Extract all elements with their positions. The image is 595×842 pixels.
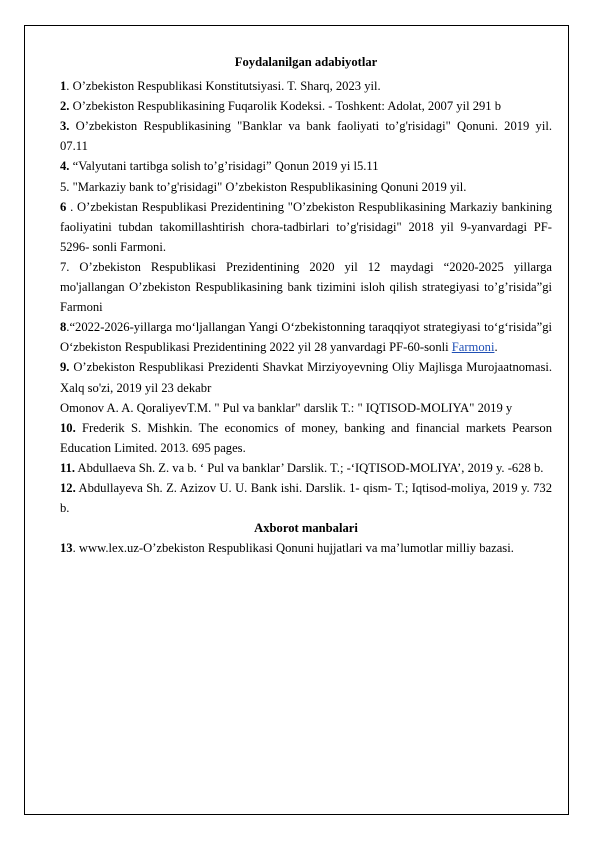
reference-item (60, 478, 552, 518)
reference-item (60, 317, 552, 357)
reference-number: 8 (60, 320, 67, 335)
reference-number: 9. (60, 360, 70, 375)
reference-number: 1 (60, 79, 67, 94)
reference-item (60, 76, 552, 96)
document-body (60, 52, 552, 558)
reference-text: .“2022-2026-yillarga mo‘ljallangan Yangi O‘zbekistonning taraqqiyot strategiyasi to‘g‘risida”gi O‘zbekiston Respublikasi Prezidentining 2022 yil 28 yanvardagi PF-60-sonli (60, 320, 552, 355)
reference-text-end: . (494, 340, 498, 355)
reference-text: . O’zbekistan Respublikasi Prezidentining "O’zbekiston Respublikasining Markaziy bankining faoliyatini tubdan takomillashtirish chora-tadbirlari to’g'risidagi" 2018 yil 9-yanvardagi PF- 5296- sonli Farmoni. (60, 199, 552, 254)
reference-number: 12. (60, 480, 76, 495)
reference-text: Abdullayeva Sh. Z. Azizov U. U. Bank ishi. Darslik. 1- qism- T.; Iqtisod-moliya, 2019 y. 732 b. (60, 480, 552, 516)
source-item (60, 538, 552, 558)
reference-number: 4. (60, 159, 70, 174)
reference-item (60, 357, 552, 397)
reference-text: Omonov A. A. QoraliyevT.M. " Pul va banklar" darslik T.: " IQTISOD-MOLIYA" 2019 y (60, 400, 513, 415)
reference-text: O’zbekiston Respublikasining Fuqarolik Kodeksi. - Toshkent: Adolat, 2007 yil 291 b (69, 99, 502, 114)
reference-text: 7. O’zbekiston Respublikasi Prezidentining 2020 yil 12 maydagi “2020-2025 yillarga mo'jallangan O’zbekiston Respublikasining bank tizimini isloh qilish strategiyasi to’g’risida”gi Farmoni (60, 259, 552, 315)
reference-number: 10. (60, 420, 76, 435)
reference-item (60, 156, 552, 176)
sources-heading: Axborot manbalari (254, 521, 358, 536)
source-number: 13 (60, 541, 73, 556)
reference-text: Frederik S. Mishkin. The economics of money, banking and financial markets Pearson Education Limited. 2013. 695 pages. (60, 420, 552, 455)
reference-text: Abdullaeva Sh. Z. va b. ‘ Pul va banklar’ Darslik. T.; -‘IQTISOD-MOLIYA’, 2019 y. -628 b. (75, 460, 544, 475)
references-heading: Foydalanilgan adabiyotlar (234, 55, 378, 69)
reference-text: O’zbekiston Respublikasining "Banklar va bank faoliyati to’g'risidagi" Qonuni. 2019 yil. 07.11 (60, 119, 552, 154)
farmoni-link[interactable]: Farmoni (451, 340, 495, 355)
reference-item (60, 458, 552, 478)
reference-text: 5. "Markaziy bank to’g'risidagi" O’zbekiston Respublikasining Qonuni 2019 yil. (60, 179, 467, 194)
reference-item (60, 197, 552, 257)
reference-number: 3. (60, 119, 70, 134)
reference-number: 11. (60, 460, 76, 475)
reference-text: . O’zbekiston Respublikasi Konstitutsiyasi. T. Sharq, 2023 yil. (66, 79, 381, 94)
reference-number: 6 (60, 199, 67, 214)
reference-item (60, 177, 552, 197)
reference-item (60, 418, 552, 458)
reference-item (60, 116, 552, 156)
reference-text: O’zbekiston Respublikasi Prezidenti Shavkat Mirziyoyevning Oliy Majlisga Murojaatnomasi. Xalq so'zi, 2019 yil 23 dekabr (60, 360, 552, 395)
reference-item (60, 257, 552, 317)
reference-text: “Valyutani tartibga solish to’g’risidagi” Qonun 2019 yi l5.11 (69, 159, 379, 174)
reference-item (60, 96, 552, 116)
reference-item (60, 398, 552, 418)
reference-number: 2. (60, 99, 70, 114)
source-text: . www.lex.uz-O’zbekiston Respublikasi Qonuni hujjatlari va ma’lumotlar milliy bazasi. (72, 541, 514, 556)
